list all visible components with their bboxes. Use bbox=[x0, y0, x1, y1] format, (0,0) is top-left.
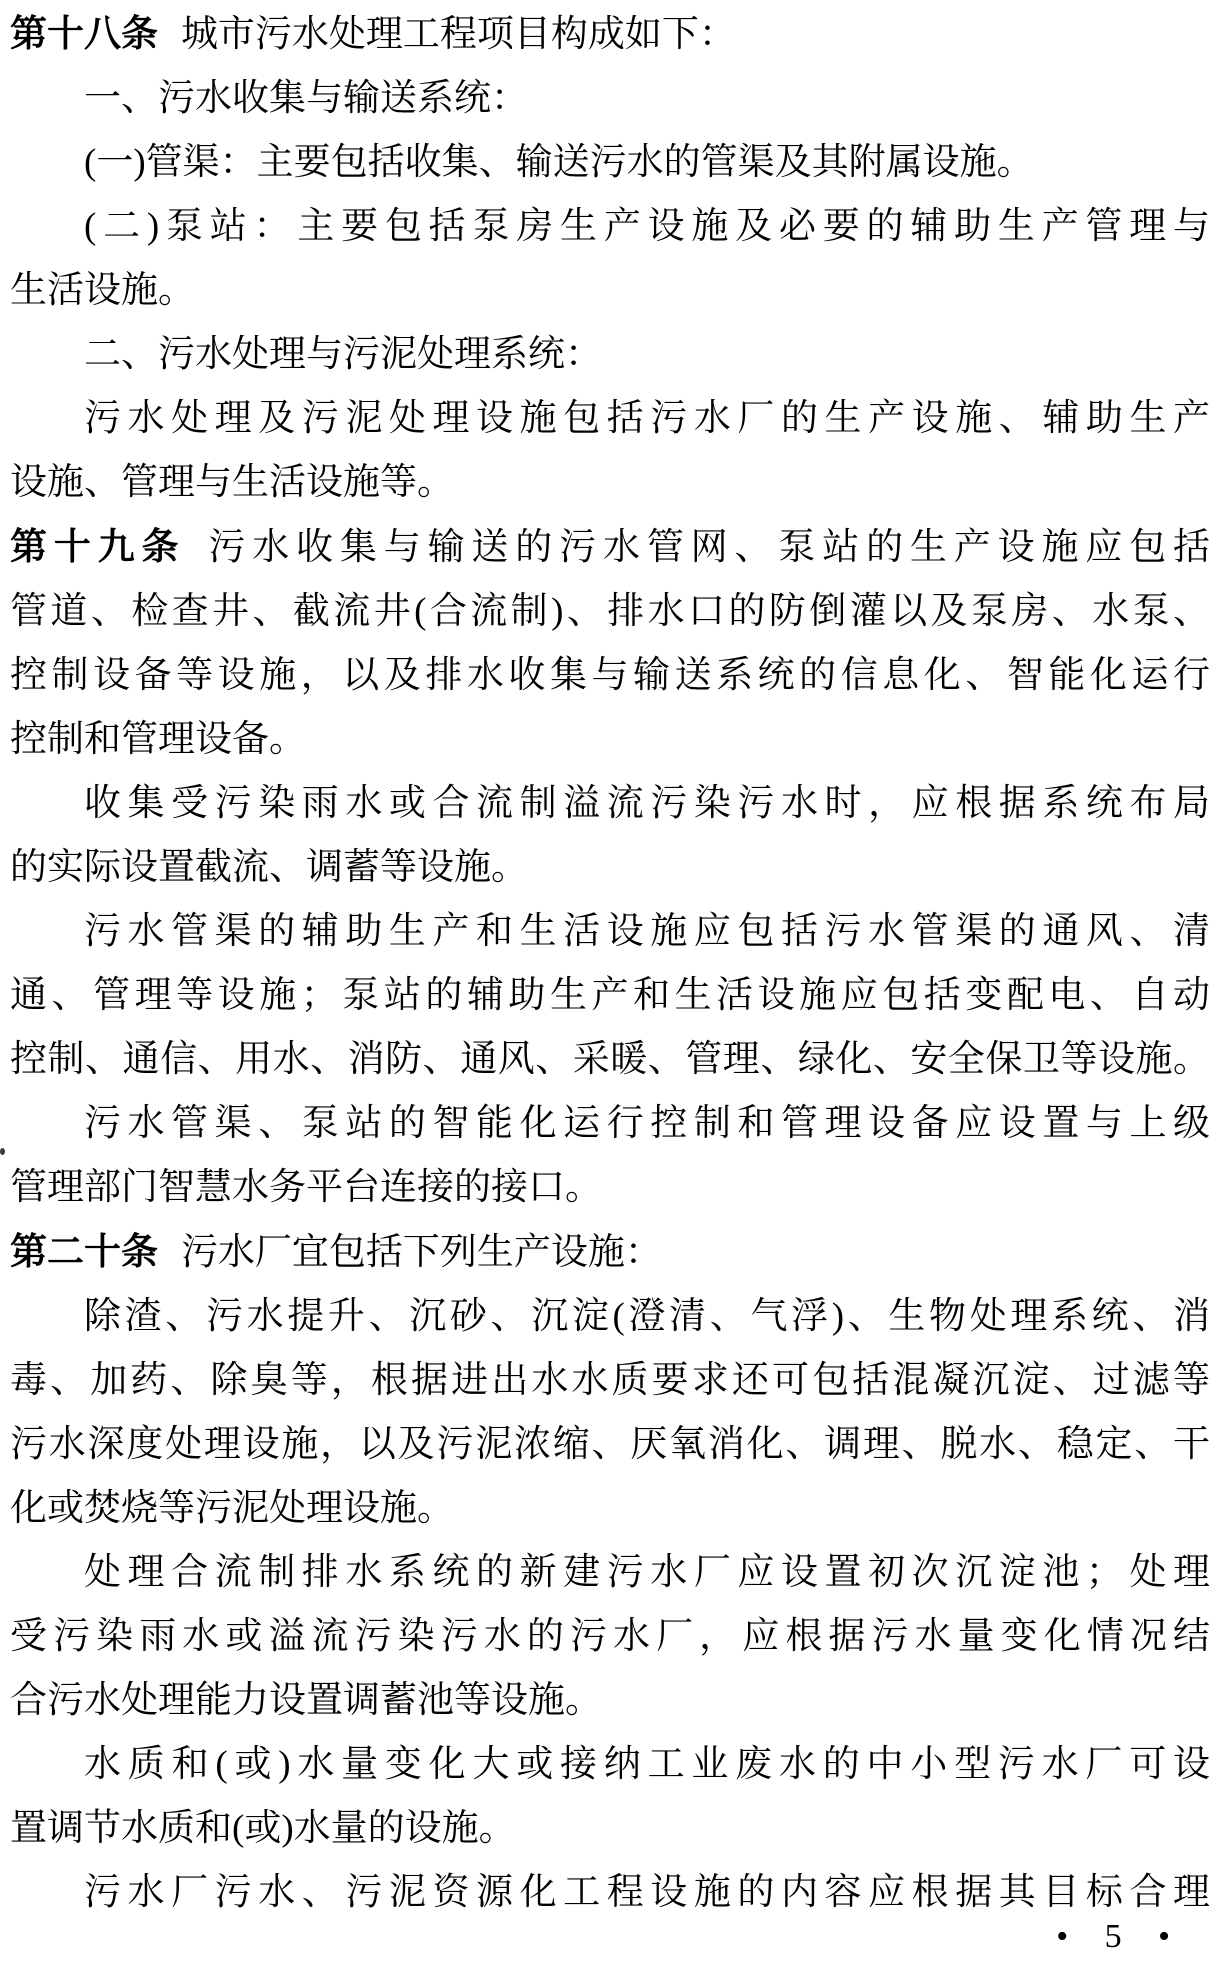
text-line: 除渣、污水提升、沉砂、沉淀(澄清、气浮)、生物处理系统、消 bbox=[84, 1296, 1210, 1337]
scan-speck bbox=[0, 1148, 5, 1155]
text-line: 生活设施。 bbox=[10, 270, 195, 311]
text-line: 控制设备等设施，以及排水收集与输送系统的信息化、智能化运行 bbox=[10, 655, 1210, 696]
text-line: 置调节水质和(或)水量的设施。 bbox=[10, 1808, 516, 1849]
text-line: 的实际设置截流、调蓄等设施。 bbox=[10, 847, 528, 888]
text-line: 收集受污染雨水或合流制溢流污染污水时，应根据系统布局 bbox=[84, 783, 1210, 824]
article-18-number: 第十八条 bbox=[10, 13, 158, 54]
article-19-number: 第十九条 bbox=[10, 526, 186, 567]
text-line: 毒、加药、除臭等，根据进出水水质要求还可包括混凝沉淀、过滤等 bbox=[10, 1360, 1210, 1401]
text-line: 污水厂污水、污泥资源化工程设施的内容应根据其目标合理 bbox=[84, 1872, 1210, 1913]
text-line: 污水管渠的辅助生产和生活设施应包括污水管渠的通风、清 bbox=[84, 911, 1210, 952]
article-20-heading-line bbox=[10, 1220, 1210, 1285]
text-line: 一、污水收集与输送系统： bbox=[84, 78, 528, 119]
article-20-number: 第二十条 bbox=[10, 1231, 158, 1272]
article-18-text: 城市污水处理工程项目构成如下： bbox=[180, 14, 736, 55]
text-line: 设施、管理与生活设施等。 bbox=[10, 462, 454, 503]
text-line: 合污水处理能力设置调蓄池等设施。 bbox=[10, 1680, 602, 1721]
text-line: 控制、通信、用水、消防、通风、采暖、管理、绿化、安全保卫等设施。 bbox=[10, 1039, 1210, 1080]
text-line: 水质和(或)水量变化大或接纳工业废水的中小型污水厂可设 bbox=[84, 1744, 1210, 1785]
text-line: (二)泵站：主要包括泵房生产设施及必要的辅助生产管理与 bbox=[84, 206, 1210, 247]
text-line: 管理部门智慧水务平台连接的接口。 bbox=[10, 1167, 602, 1208]
text-line: 控制和管理设备。 bbox=[10, 719, 306, 760]
text-line: 通、管理等设施；泵站的辅助生产和生活设施应包括变配电、自动 bbox=[10, 975, 1210, 1016]
article-19-text: 污水收集与输送的污水管网、泵站的生产设施应包括 bbox=[208, 527, 1211, 568]
text-line: 污水深度处理设施，以及污泥浓缩、厌氧消化、调理、脱水、稳定、干 bbox=[10, 1424, 1210, 1465]
text-line: 污水管渠、泵站的智能化运行控制和管理设备应设置与上级 bbox=[84, 1103, 1210, 1144]
article-18-heading-line bbox=[10, 2, 1210, 67]
text-line: 受污染雨水或溢流污染污水的污水厂，应根据污水量变化情况结 bbox=[10, 1616, 1210, 1657]
text-line: 二、污水处理与污泥处理系统： bbox=[84, 334, 602, 375]
article-19-heading-line bbox=[10, 515, 1210, 580]
article-20-text: 污水厂宜包括下列生产设施： bbox=[180, 1232, 662, 1273]
text-line: 化或焚烧等污泥处理设施。 bbox=[10, 1488, 454, 1529]
text-line: 污水处理及污泥处理设施包括污水厂的生产设施、辅助生产 bbox=[84, 398, 1210, 439]
text-line: (一)管渠：主要包括收集、输送污水的管渠及其附属设施。 bbox=[84, 142, 1034, 183]
page-number: • 5 • bbox=[1056, 1918, 1184, 1955]
text-line: 管道、检查井、截流井(合流制)、排水口的防倒灌以及泵房、水泵、 bbox=[10, 591, 1210, 632]
text-line: 处理合流制排水系统的新建污水厂应设置初次沉淀池；处理 bbox=[84, 1552, 1210, 1593]
